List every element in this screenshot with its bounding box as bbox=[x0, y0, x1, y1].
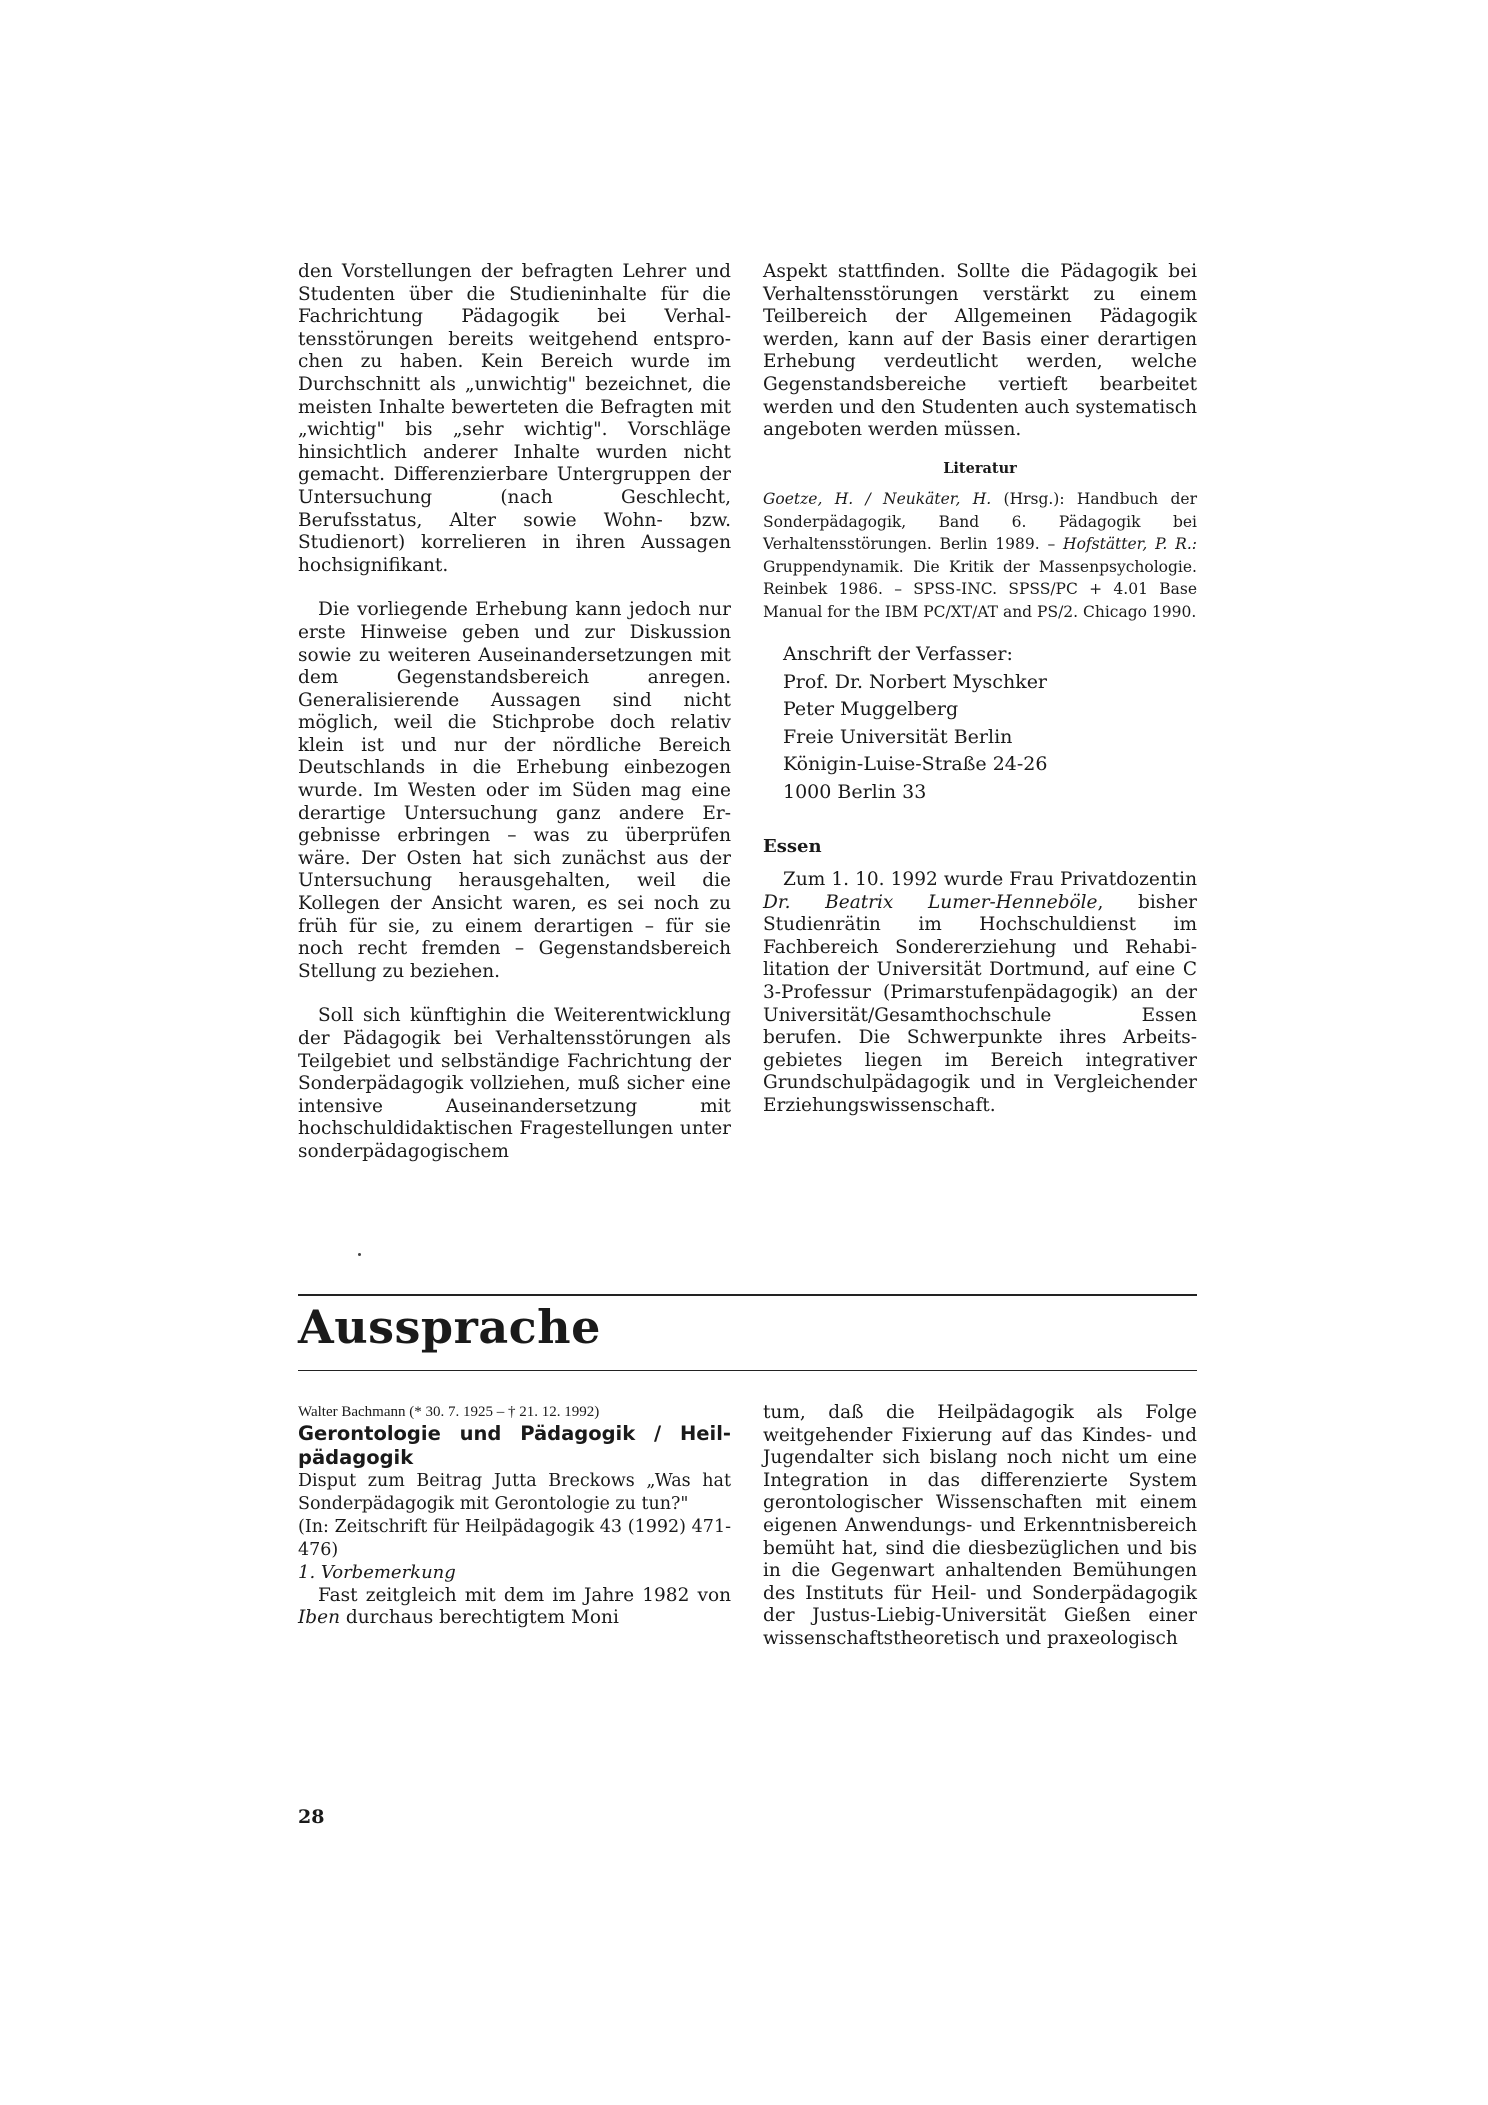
essen-text: , bisher Studienrätin im Hochschuldienst im Fachbereich Sondererziehung und Rehabilitation der Universität Dortmund, auf eine C 3-Professur (Primarstufenpädagogik) an der Universität/Gesamthochschule Essen berufen. Die Schwerpunkte ihres Arbeitsgebietes liegen im Bereich integrativer Grundschulpädagogik und in Vergleichender Erziehungswissenschaft. bbox=[763, 891, 1197, 1116]
article-title: Gerontologie und Pädagogik / Heilpädagogik bbox=[298, 1422, 731, 1469]
essen-paragraph bbox=[763, 869, 1197, 1118]
body-paragraph: Aspekt stattfinden. Sollte die Pädagogik bei Verhaltensstörungen verstärkt zu einem Teilbereich der Allgemeinen Pädagogik werden, kann auf der Basis einer derartigen Erhebung verdeutlicht werden, welche Gegenstandsbereiche vertieft bearbeitet werden und den Studenten auch systematisch angeboten werden müssen. bbox=[763, 261, 1197, 441]
address-line: Anschrift der Verfasser: bbox=[783, 643, 1013, 666]
person-name: Dr. Beatrix Lumer-Henneböle bbox=[763, 891, 1098, 913]
address-line: Prof. Dr. Norbert Myschker bbox=[783, 670, 1048, 693]
subsection-heading: 1. Vorbemerkung bbox=[298, 1562, 456, 1583]
section-rule-top bbox=[298, 1294, 1197, 1296]
body-paragraph: Die vorliegende Erhebung kann jedoch nur erste Hinweise geben und zur Diskussion sowie zu weiteren Auseinandersetzungen mit dem Gegenstandsbereich anregen. Generalisierende Aussagen sind nicht möglich, weil die Stichprobe doch relativ klein ist und nur der nördliche Bereich Deutschlands in die Erhebung einbezogen wurde. Im Westen oder im Süden mag eine derartige Untersuchung ganz andere Ergebnisse erbringen – was zu überprüfen wäre. Der Osten hat sich zunächst aus der Untersuchung herausgehalten, weil die Kollegen der Ansicht waren, es sei noch zu früh für sie, zu einem derartigen – für sie noch recht fremden – Gegenstandsbereich Stellung zu beziehen. bbox=[298, 599, 731, 982]
section-rule-bottom bbox=[298, 1370, 1197, 1371]
body-paragraph bbox=[298, 1585, 731, 1630]
bottom-right-column bbox=[763, 1402, 1197, 1651]
bottom-left-column bbox=[298, 1402, 731, 1630]
address-line: 1000 Berlin 33 bbox=[783, 780, 927, 803]
essen-text: Zum 1. 10. 1992 wurde Frau Privatdozentin bbox=[783, 868, 1197, 890]
body-paragraph: den Vorstellungen der befragten Lehrer und Studenten über die Studieninhalte für die Fachrichtung Pädagogik bei Verhaltensstörungen bereits weitgehend entsprochen zu haben. Kein Bereich wurde im Durchschnitt als „unwichtig" bezeichnet, die meisten Inhalte bewerteten die Befragten mit „wichtig" bis „sehr wichtig". Vorschläge hinsichtlich anderer Inhalte wurden nicht gemacht. Differenzierbare Untergruppen der Untersuchung (nach Geschlecht, Berufsstatus, Alter sowie Wohn- bzw. Studienort) korrelieren in ihren Aussagen hochsignifikant. bbox=[298, 261, 731, 576]
address-line: Königin-Luise-Straße 24-26 bbox=[783, 753, 1048, 776]
literature-heading: Literatur bbox=[943, 459, 1017, 477]
person-name: Iben bbox=[298, 1607, 341, 1629]
body-paragraph: Soll sich künftighin die Weiterentwicklung der Pädagogik bei Verhaltensstörungen als Teilgebiet und selbständige Fachrichtung der Sonderpädagogik vollziehen, muß sicher eine intensive Auseinandersetzung mit hochschuldidaktischen Fragestellungen unter sonderpädagogischem bbox=[298, 1005, 731, 1162]
body-text: durchaus berechtigtem Moni bbox=[340, 1607, 619, 1629]
top-right-column bbox=[763, 261, 1197, 1117]
section-title: Aussprache bbox=[298, 1300, 601, 1354]
body-text: Fast zeitgleich mit dem im Jahre 1982 von bbox=[318, 1584, 731, 1606]
address-line: Peter Muggelberg bbox=[783, 698, 959, 721]
essen-heading: Essen bbox=[763, 836, 822, 858]
reference-text: Gruppendynamik. Die Kritik der Massenpsychologie. Reinbek 1986. – SPSS-INC. SPSS/PC + 4.01 Base Manual for the IBM PC/XT/AT and PS/2. Chicago 1990. bbox=[763, 557, 1197, 621]
author-address bbox=[763, 641, 1197, 806]
article-subtitle: Disput zum Beitrag Jutta Breckows „Was hat Sonderpädagogik mit Gerontologie zu tun?" bbox=[298, 1471, 731, 1514]
page-number: 28 bbox=[298, 1806, 325, 1828]
print-speck bbox=[358, 1253, 361, 1256]
article-author: Walter Bachmann (* 30. 7. 1925 – † 21. 12. 1992) bbox=[298, 1404, 600, 1420]
literature-references bbox=[763, 488, 1197, 623]
article-source: (In: Zeitschrift für Heilpädagogik 43 (1992) 471-476) bbox=[298, 1517, 731, 1560]
address-line: Freie Universität Berlin bbox=[783, 725, 1013, 748]
reference-author: Hofstätter, P. R.: bbox=[1063, 535, 1197, 554]
body-paragraph: tum, daß die Heilpädagogik als Folge weitgehender Fixierung auf das Kindes- und Jugendalter sich bislang noch nicht um eine Integration in das differenzierte System gerontologischer Wissenschaften mit einem eigenen Anwendungs- und Erkenntnisbereich bemüht hat, sind die diesbezüglichen und bis in die Gegenwart anhaltenden Bemühungen des Instituts für Heil- und Sonderpädagogik der Justus-Liebig-Universität Gießen einer wissenschaftstheoretisch und praxeologisch bbox=[763, 1402, 1197, 1649]
reference-text: (Hrsg.): Handbuch der Sonderpädagogik, Band 6. Pädagogik bei Verhaltensstörungen. Berlin 1989. – bbox=[763, 490, 1197, 554]
top-left-column bbox=[298, 261, 731, 1164]
reference-author: Goetze, H. / Neukäter, H. bbox=[763, 490, 992, 509]
